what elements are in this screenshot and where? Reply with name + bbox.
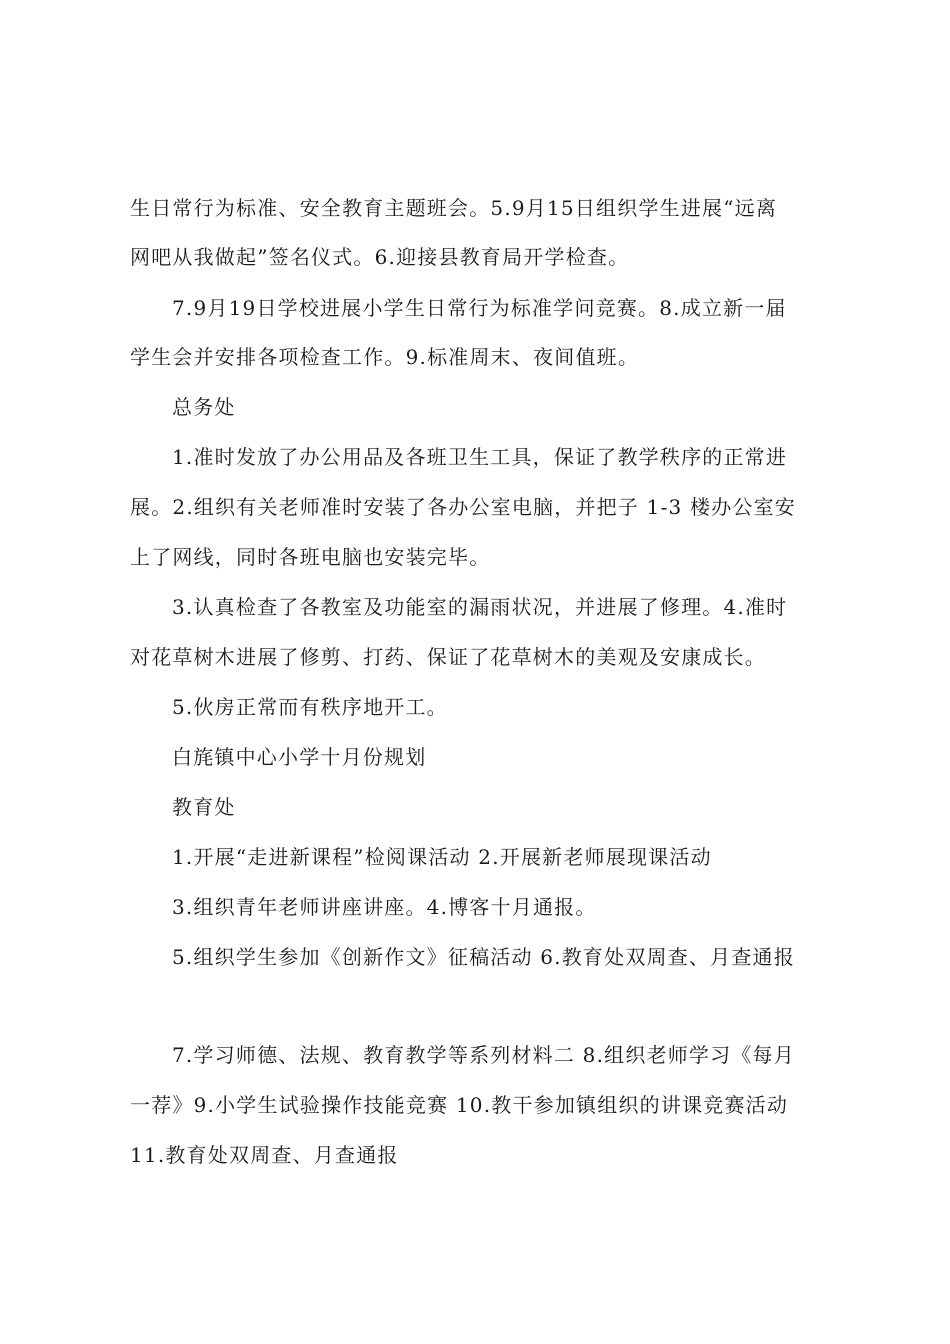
text-line: 网吧从我做起”签名仪式。6.迎接县教育局开学检查。 <box>130 245 630 269</box>
text-line: 1.准时发放了办公用品及各班卫生工具，保证了教学秩序的正常进 <box>172 445 788 469</box>
text-line: 5.组织学生参加《创新作文》征稿活动 6.教育处双周查、月查通报 <box>172 945 795 969</box>
text-line: 1.开展“走进新课程”检阅课活动 2.开展新老师展现课活动 <box>172 845 712 869</box>
text-line: 展。2.组织有关老师准时安装了各办公室电脑，并把子 1-3 楼办公室安 <box>130 495 797 519</box>
section-heading: 总务处 <box>172 395 236 419</box>
section-heading: 教育处 <box>172 795 236 819</box>
text-line: 7.学习师德、法规、教育教学等系列材料二 8.组织老师学习《每月 <box>172 1043 795 1067</box>
text-line: 11.教育处双周查、月查通报 <box>130 1143 399 1167</box>
text-line: 一荐》9.小学生试验操作技能竞赛 10.教干参加镇组织的讲课竞赛活动 <box>130 1093 789 1117</box>
text-line: 生日常行为标准、安全教育主题班会。5.9月15日组织学生进展“远离 <box>130 196 778 220</box>
text-line: 3.认真检查了各教室及功能室的漏雨状况，并进展了修理。4.准时 <box>172 595 788 619</box>
plan-title: 白旄镇中心小学十月份规划 <box>172 745 427 769</box>
text-line: 7.9月19日学校进展小学生日常行为标准学问竞赛。8.成立新一届 <box>172 296 787 320</box>
text-line: 上了网线，同时各班电脑也安装完毕。 <box>130 545 491 569</box>
text-line: 学生会并安排各项检查工作。9.标准周末、夜间值班。 <box>130 345 640 369</box>
text-line: 5.伙房正常而有秩序地开工。 <box>172 695 448 719</box>
text-line: 3.组织青年老师讲座讲座。4.博客十月通报。 <box>172 895 597 919</box>
text-line: 对花草树木进展了修剪、打药、保证了花草树木的美观及安康成长。 <box>130 645 766 669</box>
